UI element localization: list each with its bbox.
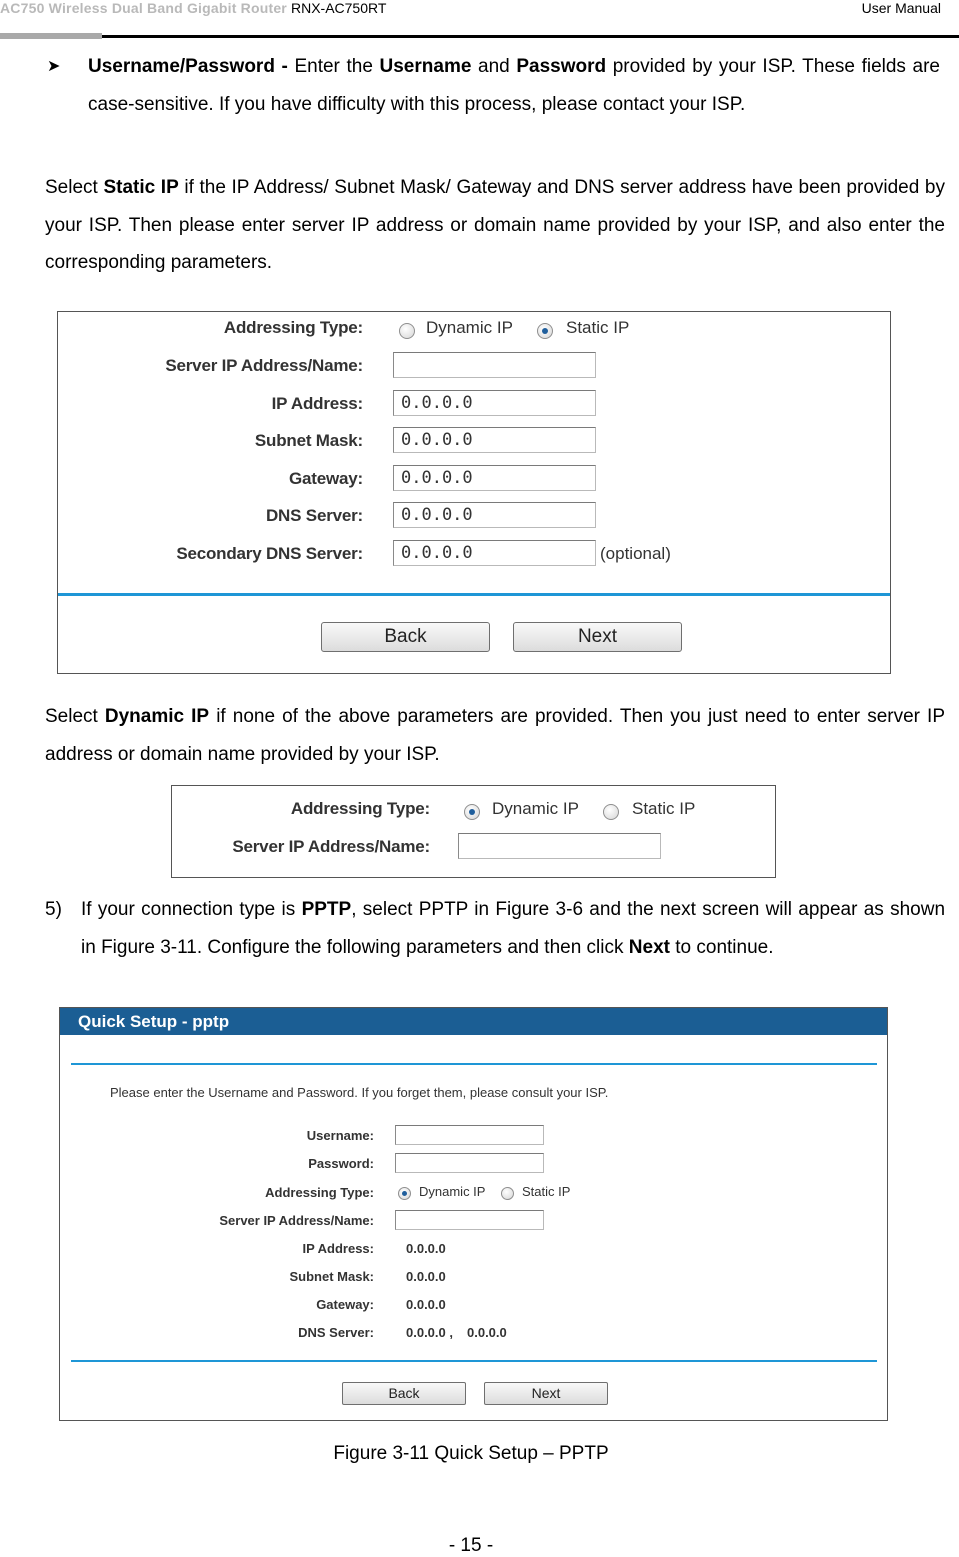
secondary-dns-label: Secondary DNS Server: [176,544,363,563]
password-label: Password: [308,1156,374,1171]
server-ip-label: Server IP Address/Name: [232,837,430,856]
bullet-username-password: Username/Password - Enter the Username and Password provided by your ISP. These fields are case-sensitive. If you have difficulty with this process, please contact your ISP. [88,56,940,115]
username-label: Username: [306,1128,374,1143]
figure-caption: Figure 3-11 Quick Setup – PPTP [333,1443,609,1464]
next-button[interactable]: Next [484,1382,608,1405]
dns-server-label: DNS Server: [298,1325,374,1340]
ip-address-label: IP Address: [271,394,363,413]
gateway-value: 0.0.0.0 [406,1297,446,1312]
radio-dynamic-ip-label: Dynamic IP [492,799,579,818]
dns-server-input[interactable]: 0.0.0.0 [393,502,596,528]
pptp-title-bar: Quick Setup - pptp [60,1008,887,1035]
server-ip-input[interactable] [393,352,596,378]
back-button[interactable]: Back [342,1382,466,1405]
bullet-term: Username/Password - [88,56,288,77]
figure-pptp-quick-setup [59,1007,888,1421]
step5-text: If your connection type is PPTP, select PPTP in Figure 3-6 and the next screen will appear as shown in Figure 3-11. Configure the following parameters and then click Next to continue. [81,899,946,958]
figure-dynamic-ip-form [171,785,776,878]
password-input[interactable] [395,1153,544,1173]
dns-server-value-secondary: 0.0.0.0 [467,1325,507,1340]
header-rule-black [102,35,959,38]
header-rule-gray [0,33,102,39]
radio-dynamic-ip[interactable] [399,323,415,339]
paragraph-static-ip: Select Static IP if the IP Address/ Subnet Mask/ Gateway and DNS server address have been provided by your ISP. Then please enter server IP address or domain name provided by your ISP, and also enter the corresponding parameters. [45,177,945,273]
page-header-left [0,0,386,16]
arrow-bullet-icon: ➤ [47,58,61,75]
instruction-text: Please enter the Username and Password. If you forget them, please consult your ISP. [110,1085,609,1100]
bottom-separator-line [71,1360,877,1362]
next-button[interactable]: Next [513,622,682,652]
paragraph-dynamic-ip: Select Dynamic IP if none of the above parameters are provided. Then you just need to enter server IP address or domain name provided by your ISP. [45,706,946,765]
radio-static-ip[interactable] [501,1187,514,1200]
optional-note: (optional) [600,544,671,563]
addressing-type-label: Addressing Type: [223,318,363,337]
dns-server-value: 0.0.0.0 , [406,1325,453,1340]
top-separator-line [71,1063,877,1065]
subnet-mask-label: Subnet Mask: [289,1269,374,1284]
gateway-label: Gateway: [289,469,363,488]
radio-dynamic-ip[interactable] [398,1187,411,1200]
gateway-input[interactable]: 0.0.0.0 [393,465,596,491]
server-ip-label: Server IP Address/Name: [165,356,363,375]
subnet-mask-input[interactable]: 0.0.0.0 [393,427,596,453]
addressing-type-label: Addressing Type: [265,1185,374,1200]
server-ip-input[interactable] [395,1210,544,1230]
ip-address-input[interactable]: 0.0.0.0 [393,390,596,416]
figure-static-ip-form [57,311,891,674]
server-ip-input[interactable] [458,833,661,859]
radio-static-ip[interactable] [537,323,553,339]
dns-server-label: DNS Server: [265,506,363,525]
product-name: AC750 Wireless Dual Band Gigabit Router [0,0,287,16]
gateway-label: Gateway: [316,1297,374,1312]
ip-address-value: 0.0.0.0 [406,1241,446,1256]
ip-address-label: IP Address: [302,1241,374,1256]
radio-static-ip[interactable] [603,804,619,820]
separator-line [58,593,890,596]
step-number: 5) [45,899,62,920]
subnet-mask-value: 0.0.0.0 [406,1269,446,1284]
radio-static-ip-label: Static IP [522,1184,571,1199]
radio-dynamic-ip[interactable] [464,804,480,820]
radio-dynamic-ip-label: Dynamic IP [419,1184,486,1199]
subnet-mask-label: Subnet Mask: [254,431,363,450]
radio-static-ip-label: Static IP [566,318,630,337]
radio-dynamic-ip-label: Dynamic IP [426,318,513,337]
secondary-dns-input[interactable]: 0.0.0.0 [393,540,596,566]
document-type: User Manual [861,0,941,16]
page-number: - 15 - [448,1535,494,1556]
server-ip-label: Server IP Address/Name: [219,1213,374,1228]
addressing-type-label: Addressing Type: [290,799,430,818]
model-number: RNX-AC750RT [290,0,387,16]
username-input[interactable] [395,1125,544,1145]
back-button[interactable]: Back [321,622,490,652]
radio-static-ip-label: Static IP [632,799,696,818]
